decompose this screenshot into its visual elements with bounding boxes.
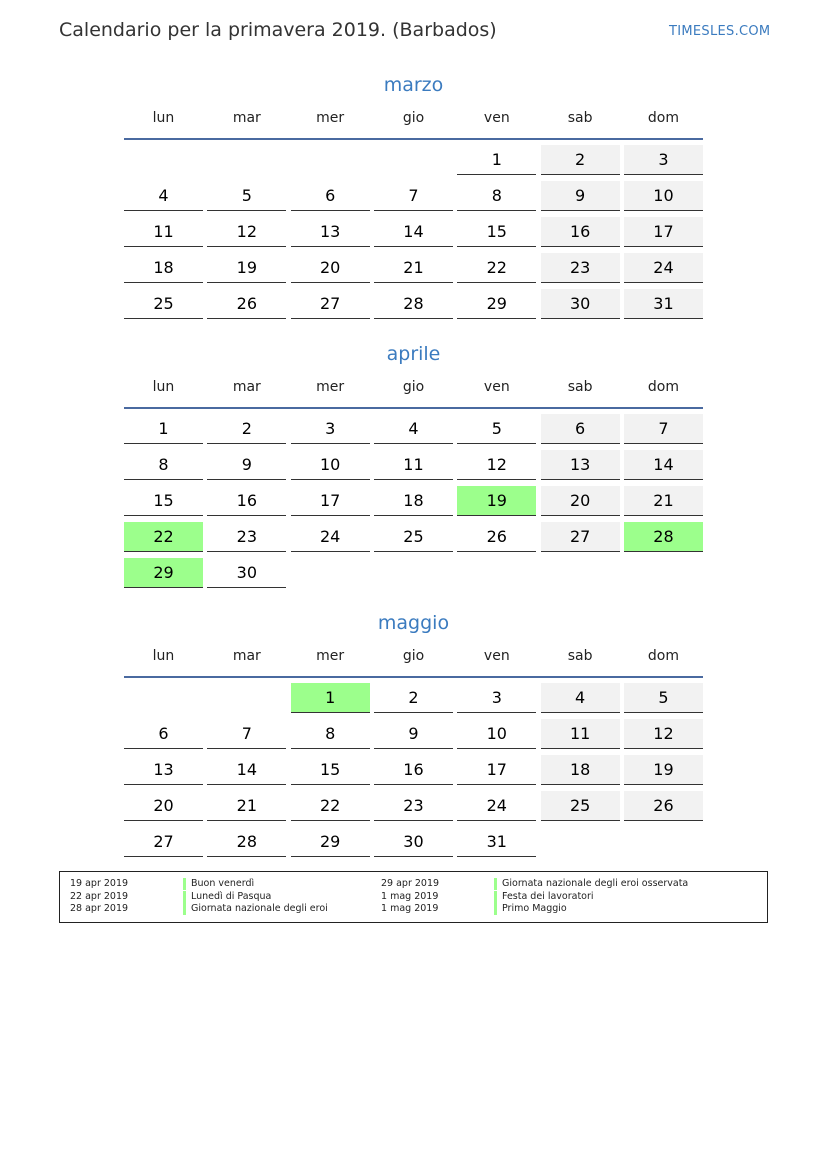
holiday-color-marker [494,903,497,915]
month-aprile [124,339,703,594]
month-maggio [124,608,703,863]
weekend-day-cell[interactable]: 25 [541,791,620,821]
holiday-day-cell[interactable]: 1 [291,683,370,713]
legend-entry [60,903,767,915]
weekday-label: gio [402,648,425,664]
day-cell[interactable]: 2 [207,414,286,444]
empty-day-cell [124,683,203,713]
weekend-day-cell[interactable]: 7 [624,414,703,444]
weekend-day-cell[interactable]: 12 [624,719,703,749]
week-row [124,414,703,450]
day-cell[interactable]: 24 [457,791,536,821]
legend-date: 22 apr 2019 [70,890,129,902]
empty-day-cell [124,145,203,175]
weekend-day-cell[interactable]: 30 [541,289,620,319]
weekend-day-cell[interactable]: 3 [624,145,703,175]
day-cell[interactable]: 25 [374,522,453,552]
weekday-label: mer [316,648,345,664]
weekday-label: mar [232,110,261,126]
day-cell[interactable]: 14 [374,217,453,247]
empty-day-cell [207,683,286,713]
day-cell[interactable]: 1 [124,414,203,444]
weekend-day-cell[interactable]: 26 [624,791,703,821]
day-cell[interactable]: 28 [374,289,453,319]
weekend-day-cell[interactable]: 6 [541,414,620,444]
empty-day-cell [624,558,703,588]
weekday-label: lun [152,110,175,126]
weekend-day-cell[interactable]: 27 [541,522,620,552]
day-cell[interactable]: 19 [207,253,286,283]
legend-date: 29 apr 2019 [381,878,440,889]
holiday-color-marker [494,878,497,890]
empty-day-cell [374,145,453,175]
week-row [124,486,703,522]
weekday-label: mar [232,379,261,395]
day-cell[interactable]: 6 [291,181,370,211]
day-cell[interactable]: 12 [457,450,536,480]
day-cell[interactable]: 16 [374,755,453,785]
day-cell[interactable]: 30 [374,827,453,857]
weekend-day-cell[interactable]: 20 [541,486,620,516]
legend-holiday-name: Lunedì di Pasqua [191,890,272,902]
legend-holiday-name: Giornata nazionale degli eroi osservata [502,878,689,889]
weekday-label: lun [152,379,175,395]
day-cell[interactable]: 18 [124,253,203,283]
empty-day-cell [207,145,286,175]
legend-holiday-name: Buon venerdì [191,878,255,889]
weekend-day-cell[interactable]: 16 [541,217,620,247]
weekday-label: sab [567,110,593,126]
weekday-label: lun [152,648,175,664]
day-cell[interactable]: 3 [457,683,536,713]
weekend-day-cell[interactable]: 2 [541,145,620,175]
brand-logo[interactable]: TIMESLES.COM [669,24,771,39]
day-cell[interactable]: 5 [207,181,286,211]
week-row [124,181,703,217]
week-row [124,755,703,791]
weekday-header [124,377,703,409]
weekday-label: dom [647,379,680,395]
day-cell[interactable]: 4 [124,181,203,211]
day-cell[interactable]: 3 [291,414,370,444]
month-title: marzo [383,74,444,96]
day-cell[interactable]: 26 [207,289,286,319]
weekday-label: gio [402,110,425,126]
month-marzo [124,70,703,325]
day-cell[interactable]: 18 [374,486,453,516]
weekend-day-cell[interactable]: 14 [624,450,703,480]
day-cell[interactable]: 13 [124,755,203,785]
week-row [124,558,703,594]
day-cell[interactable]: 28 [207,827,286,857]
weekend-day-cell[interactable]: 5 [624,683,703,713]
day-cell[interactable]: 16 [207,486,286,516]
day-cell[interactable]: 10 [291,450,370,480]
weekend-day-cell[interactable]: 4 [541,683,620,713]
week-row [124,719,703,755]
legend-holiday-name: Primo Maggio [502,903,567,914]
empty-day-cell [457,558,536,588]
day-cell[interactable]: 5 [457,414,536,444]
holiday-day-cell[interactable]: 19 [457,486,536,516]
day-cell[interactable]: 17 [291,486,370,516]
day-cell[interactable]: 11 [374,450,453,480]
empty-day-cell [291,558,370,588]
holiday-legend [59,871,768,923]
day-cell[interactable]: 8 [457,181,536,211]
legend-entry [60,878,767,890]
legend-date: 1 mag 2019 [381,890,439,902]
day-cell[interactable]: 29 [457,289,536,319]
weekday-header [124,646,703,678]
day-cell[interactable]: 23 [207,522,286,552]
day-cell[interactable]: 13 [291,217,370,247]
weekday-label: dom [647,110,680,126]
legend-entry [60,891,767,903]
weekday-header [124,108,703,140]
day-cell[interactable]: 23 [374,791,453,821]
day-cell[interactable]: 15 [457,217,536,247]
weekend-day-cell[interactable]: 11 [541,719,620,749]
weekday-label: mar [232,648,261,664]
weekend-day-cell[interactable]: 17 [624,217,703,247]
weekday-label: dom [647,648,680,664]
legend-holiday-name: Giornata nazionale degli eroi [191,903,328,914]
day-cell[interactable]: 9 [207,450,286,480]
day-cell[interactable]: 15 [124,486,203,516]
weekday-label: sab [567,379,593,395]
weekend-day-cell[interactable]: 18 [541,755,620,785]
day-cell[interactable]: 6 [124,719,203,749]
weekday-label: ven [483,648,510,664]
week-row [124,217,703,253]
day-cell[interactable]: 25 [124,289,203,319]
day-cell[interactable]: 29 [291,827,370,857]
week-row [124,827,703,863]
legend-date: 19 apr 2019 [70,878,129,889]
weekday-label: sab [567,648,593,664]
legend-holiday-name: Festa dei lavoratori [502,890,594,902]
empty-day-cell [624,827,703,857]
week-row [124,522,703,558]
empty-day-cell [541,558,620,588]
weekend-day-cell[interactable]: 21 [624,486,703,516]
weekend-day-cell[interactable]: 31 [624,289,703,319]
legend-date: 28 apr 2019 [70,903,129,914]
empty-day-cell [291,145,370,175]
day-cell[interactable]: 12 [207,217,286,247]
day-cell[interactable]: 7 [374,181,453,211]
weekday-label: ven [483,379,510,395]
weekend-day-cell[interactable]: 24 [624,253,703,283]
week-row [124,289,703,325]
day-cell[interactable]: 8 [291,719,370,749]
day-cell[interactable]: 24 [291,522,370,552]
day-cell[interactable]: 8 [124,450,203,480]
weekend-day-cell[interactable]: 19 [624,755,703,785]
month-title: aprile [386,343,441,365]
week-row [124,791,703,827]
day-cell[interactable]: 22 [457,253,536,283]
day-cell[interactable]: 27 [291,289,370,319]
day-cell[interactable]: 10 [457,719,536,749]
day-cell[interactable]: 9 [374,719,453,749]
day-cell[interactable]: 20 [291,253,370,283]
day-cell[interactable]: 20 [124,791,203,821]
weekend-day-cell[interactable]: 9 [541,181,620,211]
day-cell[interactable]: 22 [291,791,370,821]
day-cell[interactable]: 21 [207,791,286,821]
weekday-label: mer [316,110,345,126]
day-cell[interactable]: 4 [374,414,453,444]
weekday-label: ven [483,110,510,126]
empty-day-cell [541,827,620,857]
day-cell[interactable]: 26 [457,522,536,552]
legend-date: 1 mag 2019 [381,903,439,914]
holiday-day-cell[interactable]: 28 [624,522,703,552]
day-cell[interactable]: 17 [457,755,536,785]
day-cell[interactable]: 30 [207,558,286,588]
weekend-day-cell[interactable]: 13 [541,450,620,480]
weekend-day-cell[interactable]: 23 [541,253,620,283]
day-cell[interactable]: 2 [374,683,453,713]
day-cell[interactable]: 14 [207,755,286,785]
holiday-day-cell[interactable]: 22 [124,522,203,552]
page-title: Calendario per la primavera 2019. (Barbados) [59,19,497,41]
week-row [124,145,703,181]
week-row [124,683,703,719]
holiday-color-marker [494,891,497,903]
day-cell[interactable]: 21 [374,253,453,283]
holiday-day-cell[interactable]: 29 [124,558,203,588]
day-cell[interactable]: 15 [291,755,370,785]
weekday-label: gio [402,379,425,395]
weekday-label: mer [316,379,345,395]
day-cell[interactable]: 27 [124,827,203,857]
empty-day-cell [374,558,453,588]
day-cell[interactable]: 1 [457,145,536,175]
day-cell[interactable]: 11 [124,217,203,247]
week-row [124,253,703,289]
month-title: maggio [377,612,450,634]
day-cell[interactable]: 31 [457,827,536,857]
week-row [124,450,703,486]
weekend-day-cell[interactable]: 10 [624,181,703,211]
day-cell[interactable]: 7 [207,719,286,749]
